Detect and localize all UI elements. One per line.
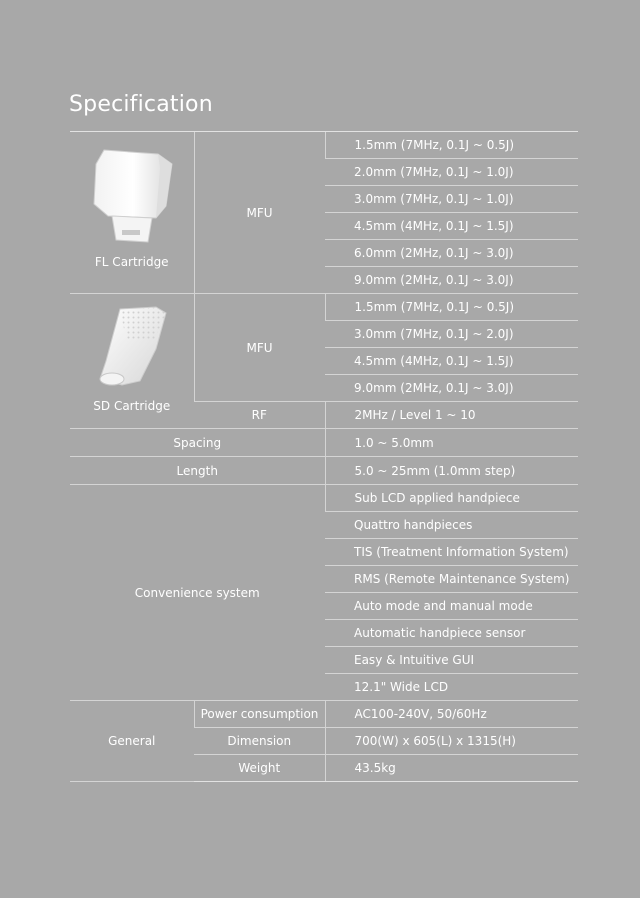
specification-table: [70, 131, 578, 782]
sd-cartridge-label: SD Cartridge: [93, 399, 171, 413]
power-consumption-value: AC100-240V, 50/60Hz: [325, 701, 578, 728]
power-consumption-label: Power consumption: [194, 701, 325, 728]
general-label: General: [70, 701, 194, 782]
sd-type-cell: MFU: [194, 294, 325, 402]
fl-value: 4.5mm (4MHz, 0.1J ~ 1.5J): [325, 213, 578, 240]
weight-label: Weight: [194, 755, 325, 782]
sd-cartridge-image: [96, 305, 168, 391]
sd-value: 4.5mm (4MHz, 0.1J ~ 1.5J): [325, 348, 578, 375]
rf-label-cell: RF: [194, 402, 325, 429]
sd-value: 1.5mm (7MHz, 0.1J ~ 0.5J): [325, 294, 578, 321]
convenience-value: Automatic handpiece sensor: [325, 620, 578, 647]
convenience-value: TIS (Treatment Information System): [325, 539, 578, 566]
convenience-value: Easy & Intuitive GUI: [325, 647, 578, 674]
fl-value: 1.5mm (7MHz, 0.1J ~ 0.5J): [325, 132, 578, 159]
fl-cartridge-cell: [70, 132, 194, 294]
length-label: Length: [70, 457, 325, 485]
fl-type-cell: MFU: [194, 132, 325, 294]
sd-value: 3.0mm (7MHz, 0.1J ~ 2.0J): [325, 321, 578, 348]
dimension-value: 700(W) x 605(L) x 1315(H): [325, 728, 578, 755]
convenience-value: 12.1" Wide LCD: [325, 674, 578, 701]
fl-value: 2.0mm (7MHz, 0.1J ~ 1.0J): [325, 159, 578, 186]
convenience-value: Quattro handpieces: [325, 512, 578, 539]
rf-value: 2MHz / Level 1 ~ 10: [325, 402, 578, 429]
convenience-value: Sub LCD applied handpiece: [325, 485, 578, 512]
spacing-label: Spacing: [70, 429, 325, 457]
fl-value: 9.0mm (2MHz, 0.1J ~ 3.0J): [325, 267, 578, 294]
convenience-label: Convenience system: [70, 485, 325, 701]
fl-value: 3.0mm (7MHz, 0.1J ~ 1.0J): [325, 186, 578, 213]
weight-value: 43.5kg: [325, 755, 578, 782]
page-title: Specification: [69, 92, 213, 117]
length-value: 5.0 ~ 25mm (1.0mm step): [325, 457, 578, 485]
fl-value: 6.0mm (2MHz, 0.1J ~ 3.0J): [325, 240, 578, 267]
sd-cartridge-cell: [70, 294, 194, 429]
dimension-label: Dimension: [194, 728, 325, 755]
sd-value: 9.0mm (2MHz, 0.1J ~ 3.0J): [325, 375, 578, 402]
spacing-value: 1.0 ~ 5.0mm: [325, 429, 578, 457]
convenience-value: RMS (Remote Maintenance System): [325, 566, 578, 593]
convenience-value: Auto mode and manual mode: [325, 593, 578, 620]
fl-cartridge-image: [90, 146, 176, 246]
fl-cartridge-label: FL Cartridge: [94, 255, 169, 269]
